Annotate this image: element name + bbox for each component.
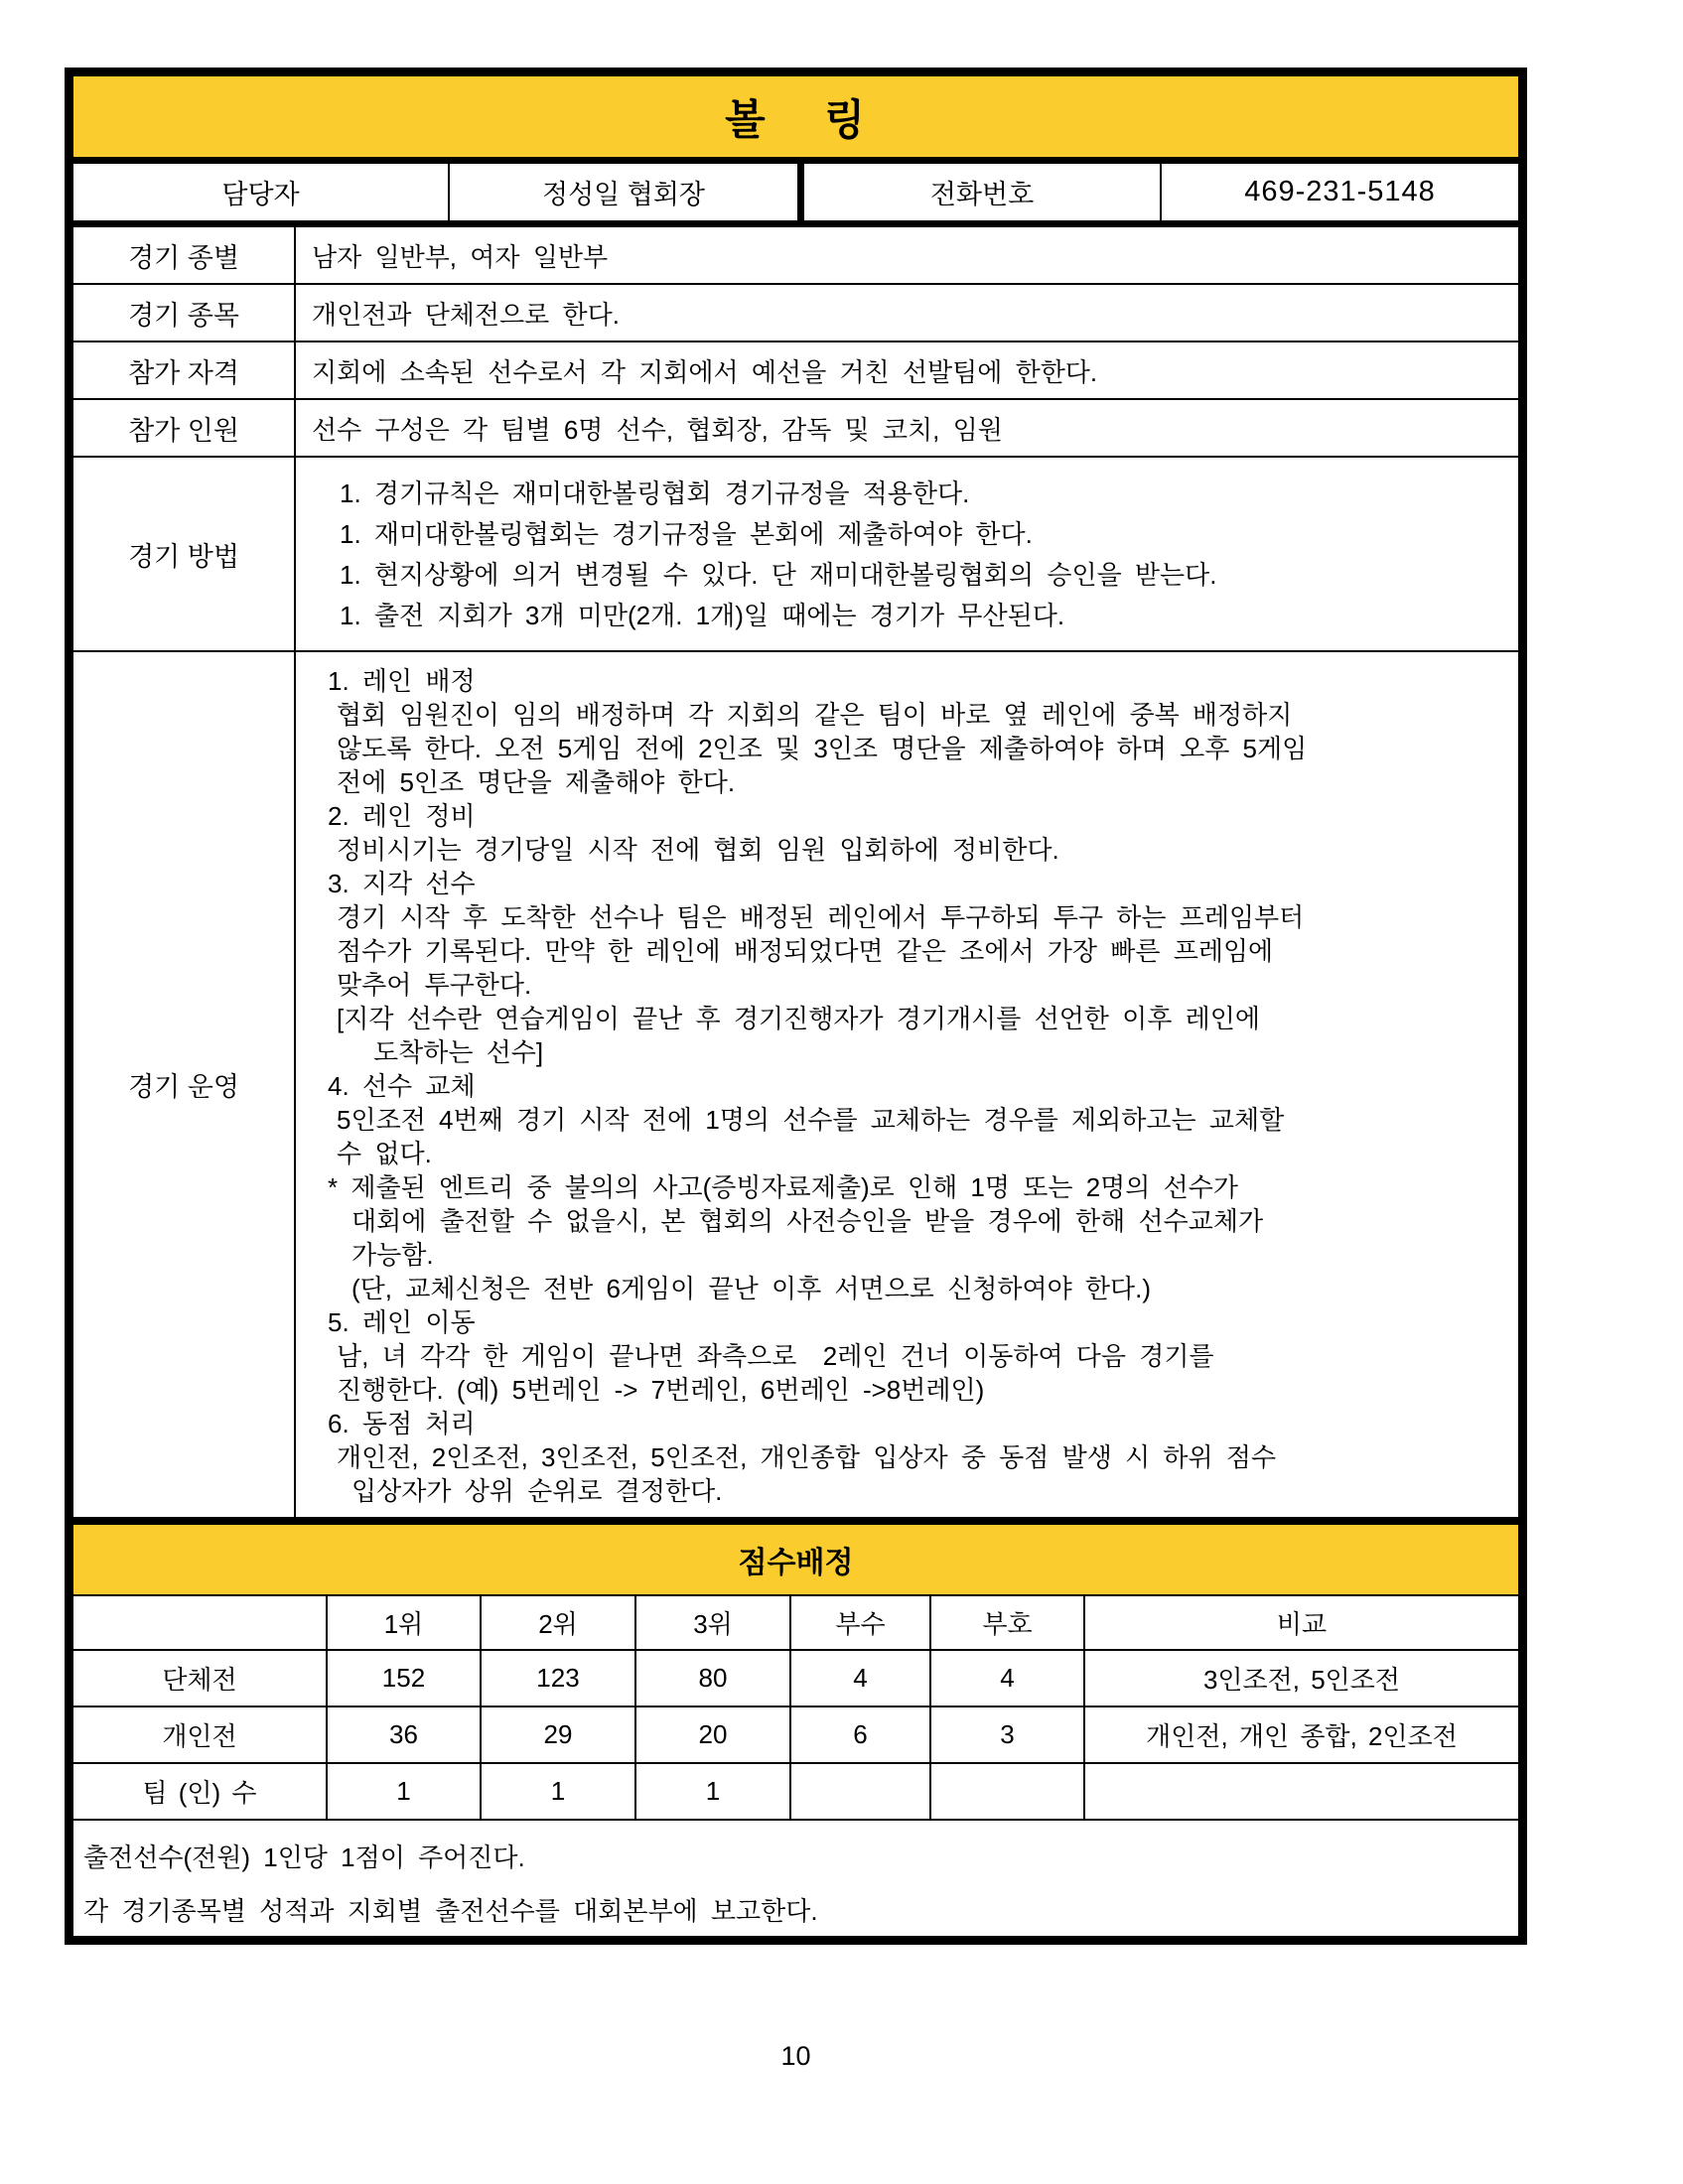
score-cell: 20 xyxy=(636,1707,791,1762)
score-cell: 36 xyxy=(328,1707,482,1762)
phone-label: 전화번호 xyxy=(804,164,1162,220)
score-header-cell: 비교 xyxy=(1276,1609,1328,1639)
operation-line: 개인전, 2인조전, 3인조전, 5인조전, 개인종합 입상자 중 동점 발생 시 하위 점수 xyxy=(337,1442,1277,1472)
operation-line: 가능함. xyxy=(351,1240,434,1270)
score-cell: 80 xyxy=(636,1651,791,1706)
bowling-rules-table xyxy=(65,68,1527,1945)
info-row-event-type xyxy=(73,285,1518,342)
info-row-value: 지회에 소속된 선수로서 각 지회에서 예선을 거친 선발팀에 한한다. xyxy=(312,356,1098,387)
method-content xyxy=(296,458,1518,650)
method-section xyxy=(73,458,1518,652)
info-row-participants xyxy=(73,400,1518,458)
operation-line: 3. 지각 선수 xyxy=(328,869,476,898)
operation-line: 6. 동점 처리 xyxy=(328,1409,476,1438)
score-row-individual xyxy=(73,1707,1518,1764)
score-notes xyxy=(73,1821,1518,1936)
score-header-cell: 1위 xyxy=(328,1596,482,1649)
operation-section xyxy=(73,652,1518,1525)
operation-line: 점수가 기록된다. 만약 한 레인에 배정되었다면 같은 조에서 가장 빠른 프레임에 xyxy=(337,936,1274,966)
document-title: 볼 링 xyxy=(73,76,1518,164)
info-row-value: 남자 일반부, 여자 일반부 xyxy=(312,241,609,272)
score-header-cell: 부호 xyxy=(931,1596,1085,1649)
method-line: 1. 재미대한볼링협회는 경기규정을 본회에 제출하여야 한다. xyxy=(340,519,1033,549)
info-row-event-class xyxy=(73,227,1518,285)
operation-line: 맞추어 투구한다. xyxy=(337,970,532,1000)
operation-line: 4. 선수 교체 xyxy=(328,1071,476,1101)
operation-line: 않도록 한다. 오전 5게임 전에 2인조 및 3인조 명단을 제출하여야 하며 오후 5게임 xyxy=(337,734,1308,763)
score-cell: 4 xyxy=(791,1651,931,1706)
score-cell: 1 xyxy=(328,1764,482,1819)
score-cell: 1 xyxy=(482,1764,636,1819)
score-cell: 3인조전, 5인조전 xyxy=(1202,1665,1401,1695)
operation-line: 도착하는 선수] xyxy=(373,1037,544,1067)
score-header-cell: 3위 xyxy=(636,1596,791,1649)
operation-line: (단, 교체신청은 전반 6게임이 끝난 이후 서면으로 신청하여야 한다.) xyxy=(351,1274,1152,1303)
operation-line: 경기 시작 후 도착한 선수나 팀은 배정된 레인에서 투구하되 투구 하는 프레임부터 xyxy=(337,902,1305,932)
page-number: 10 xyxy=(780,2041,811,2071)
note-line: 출전선수(전원) 1인당 1점이 주어진다. xyxy=(83,1843,525,1872)
score-cell xyxy=(791,1764,931,1819)
score-header-cell: 부수 xyxy=(791,1596,931,1649)
method-line: 1. 출전 지회가 3개 미만(2개. 1개)일 때에는 경기가 무산된다. xyxy=(340,601,1065,630)
operation-line: 입상자가 상위 순위로 결정한다. xyxy=(351,1476,723,1506)
info-row-label: 경기 종별 xyxy=(73,227,296,283)
operation-content xyxy=(296,652,1518,1517)
score-cell: 개인전, 개인 종합, 2인조전 xyxy=(1146,1721,1458,1751)
operation-line: [지각 선수란 연습게임이 끝난 후 경기진행자가 경기개시를 선언한 이후 레인에 xyxy=(337,1004,1260,1033)
operation-line: 5. 레인 이동 xyxy=(328,1307,476,1337)
score-cell: 단체전 xyxy=(73,1651,328,1706)
operation-line: 협회 임원진이 임의 배정하며 각 지회의 같은 팀이 바로 옆 레인에 중복 배정하지 xyxy=(337,700,1293,730)
method-line: 1. 현지상황에 의거 변경될 수 있다. 단 재미대한볼링협회의 승인을 받는다. xyxy=(340,560,1217,590)
info-row-label: 참가 인원 xyxy=(73,400,296,456)
operation-line: 5인조전 4번째 경기 시작 전에 1명의 선수를 교체하는 경우를 제외하고는 교체할 xyxy=(337,1105,1285,1135)
operation-line: * 제출된 엔트리 중 불의의 사고(증빙자료제출)로 인해 1명 또는 2명의 선수가 xyxy=(328,1172,1238,1202)
operation-line: 전에 5인조 명단을 제출해야 한다. xyxy=(337,767,736,797)
operation-label: 경기 운영 xyxy=(73,652,296,1517)
note-line: 각 경기종목별 성적과 지회별 출전선수를 대회본부에 보고한다. xyxy=(83,1896,818,1926)
phone-number: 469-231-5148 xyxy=(1244,176,1436,207)
score-cell: 123 xyxy=(482,1651,636,1706)
score-section-title: 점수배정 xyxy=(73,1525,1518,1596)
operation-line: 1. 레인 배정 xyxy=(328,666,476,696)
score-row-team-count xyxy=(73,1764,1518,1821)
info-row-value: 선수 구성은 각 팀별 6명 선수, 협회장, 감독 및 코치, 임원 xyxy=(312,414,1003,445)
contact-label: 담당자 xyxy=(73,164,450,220)
contact-row xyxy=(73,164,1518,227)
score-cell: 3 xyxy=(931,1707,1085,1762)
operation-line: 정비시기는 경기당일 시작 전에 협회 임원 입회하에 정비한다. xyxy=(337,835,1059,865)
score-cell: 개인전 xyxy=(73,1707,328,1762)
score-cell xyxy=(1085,1764,1518,1819)
operation-line: 남, 녀 각각 한 게임이 끝나면 좌측으로 2레인 건너 이동하여 다음 경기를 xyxy=(337,1341,1214,1371)
score-cell: 팀 (인) 수 xyxy=(73,1764,328,1819)
score-cell: 1 xyxy=(636,1764,791,1819)
score-cell: 29 xyxy=(482,1707,636,1762)
info-row-label: 참가 자격 xyxy=(73,342,296,398)
operation-line: 대회에 출전할 수 없을시, 본 협회의 사전승인을 받을 경우에 한해 선수교체가 xyxy=(351,1206,1264,1236)
score-header-cell xyxy=(73,1596,328,1649)
score-cell xyxy=(931,1764,1085,1819)
score-row-team xyxy=(73,1651,1518,1707)
method-line: 1. 경기규칙은 재미대한볼링협회 경기규정을 적용한다. xyxy=(340,478,970,508)
info-row-value: 개인전과 단체전으로 한다. xyxy=(312,299,620,330)
score-header-row xyxy=(73,1596,1518,1651)
operation-line: 진행한다. (예) 5번레인 -> 7번레인, 6번레인 ->8번레인) xyxy=(337,1375,985,1405)
operation-line: 2. 레인 정비 xyxy=(328,801,476,831)
score-header-cell: 2위 xyxy=(482,1596,636,1649)
score-cell: 4 xyxy=(931,1651,1085,1706)
info-row-label: 경기 종목 xyxy=(73,285,296,341)
contact-name: 정성일 협회장 xyxy=(450,164,804,220)
score-cell: 152 xyxy=(328,1651,482,1706)
method-label: 경기 방법 xyxy=(73,458,296,650)
info-row-eligibility xyxy=(73,342,1518,400)
operation-line: 수 없다. xyxy=(337,1139,432,1168)
score-cell: 6 xyxy=(791,1707,931,1762)
